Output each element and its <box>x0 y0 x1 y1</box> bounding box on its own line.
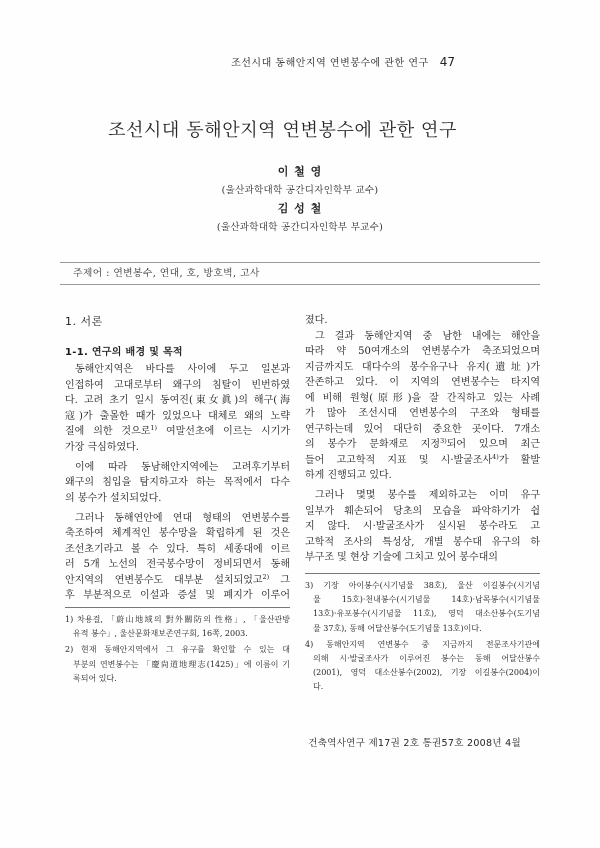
paragraph-line: 고학적 조사의 특성상, 개별 봉수대 유구의 하 <box>305 536 540 548</box>
paragraph-line: 가 많아 조선시대 연변봉수의 구조와 형태를 <box>305 408 540 419</box>
paragraph-line: 왜구의 침입을 탐지하고자 하는 목적에서 다수 <box>65 477 290 488</box>
keywords: 주제어 : 연변봉수, 연대, 호, 방호벽, 고사 <box>60 262 540 285</box>
paragraph <box>305 329 540 484</box>
footnote-line: 부분의 연변봉수는 「慶尙道地理志(1425)」에 이름이 기 <box>73 659 290 669</box>
paragraph-line: 그러나 몇몇 봉수를 제외하고는 이미 유구 <box>315 490 540 501</box>
footnote-line: 1) 차용걸, 「蔚山地域의 對外關防의 性格」, 「울산관방 <box>65 615 290 624</box>
footnote-line: 물 37호), 동해 어달산봉수(도기념물 13호)이다. <box>313 623 482 633</box>
paragraph-line: 하게 진행되고 있다. <box>305 470 392 481</box>
right-column-body <box>305 313 540 566</box>
right-column-footnotes <box>305 573 540 695</box>
paragraph-line: 그러나 동해연안에 연대 형태의 연변봉수를 <box>75 512 290 524</box>
paragraph-line: 동해안지역은 바다를 사이에 두고 일본과 <box>75 364 290 375</box>
line-text: 되어 있으며 최근 <box>446 439 540 450</box>
section-heading: 1. 서론 <box>65 315 103 328</box>
line-text: 가 활발 <box>498 454 540 466</box>
paragraph-line: 잔존하고 있다. 이 지역의 연변봉수는 타지역 <box>305 377 540 388</box>
footnote <box>305 638 540 695</box>
author-block <box>150 163 450 237</box>
paragraph-line: 가장 극심하였다. <box>65 441 139 453</box>
paragraph-line: 寇)가 출몰한 때가 있었으나 대체로 왜의 노략 <box>65 410 290 422</box>
paragraph-line: 일부가 훼손되어 당초의 모습을 파악하기가 쉽 <box>305 505 540 517</box>
footnote <box>65 643 290 686</box>
subsection-heading: 1-1. 연구의 배경 및 목적 <box>65 347 183 358</box>
footnote-line: (2001), 영덕 대소산봉수(2002), 기장 이길봉수(2004)이 <box>313 668 540 678</box>
paragraph-line: 따라 약 50여개소의 연변봉수가 축조되었으며 <box>305 346 540 357</box>
paragraph-line: 지금까지도 대다수의 봉수유구나 유지(遺址)가 <box>305 361 540 373</box>
footnote-line: 록되어 있다. <box>73 673 117 683</box>
paragraph-line: 의 봉수가 설치되었다. <box>65 492 162 504</box>
author-name: 이 철 영 <box>277 165 323 178</box>
footnote <box>65 613 290 641</box>
journal-footer: 건축역사연구 제17권 2호 통권57호 2008년 4월 <box>308 738 521 749</box>
footnote-ref: 1) <box>150 424 158 432</box>
paragraph-line: 그 결과 동해안지역 중 남한 내에는 해안을 <box>315 330 540 342</box>
left-column-body <box>65 362 290 604</box>
running-header-title: 조선시대 동해안지역 연변봉수에 관한 연구 <box>231 58 429 69</box>
author-affiliation: (울산과학대학 공간디자인학부 교수) <box>221 184 379 196</box>
continued-paragraph <box>305 313 540 329</box>
paragraph-line <box>65 424 290 440</box>
paragraph <box>65 511 290 604</box>
footnote-line: 4) 동해안지역 연변봉수 중 지금까지 전문조사기관에 <box>305 639 540 649</box>
footnote-line: 유적 봉수」, 울산문화재보존연구회, 16쪽, 2003. <box>73 629 248 639</box>
paragraph-line <box>65 573 290 589</box>
footnote <box>305 579 540 636</box>
footnote-ref: 3) <box>440 437 447 445</box>
footnote-line: 13호)·유포봉수(시기념물 11호), 영덕 대소산봉수(도기념 <box>313 609 540 619</box>
line-text: 의 봉수가 문화재로 지정 <box>305 439 441 450</box>
paragraph-line: 졌다. <box>305 315 328 326</box>
line-text: 여말선초에 이르는 시기가 <box>157 426 290 437</box>
footnote-line: 의해 시·발굴조사가 이루어진 봉수는 동해 어달산봉수 <box>313 653 540 663</box>
paragraph-line: 러 5개 노선의 전국봉수망이 정비되면서 동해 <box>65 559 290 570</box>
paragraph-line: 후 부분적으로 이설과 증설 및 폐지가 이루어 <box>65 590 290 601</box>
page-number: 47 <box>439 55 455 69</box>
footnote-line: 2) 현재 동해안지역에서 그 유구를 확인할 수 있는 대 <box>65 645 290 655</box>
paragraph-line: 다. 고려 초기 일시 동여진(東女眞)의 해구(海 <box>65 395 290 406</box>
paragraph-line: 에 비해 원형(原形)을 잘 간직하고 있는 사례 <box>305 392 540 404</box>
footnote-ref: 2) <box>262 572 270 581</box>
paragraph-line: 지 않다. 시·발굴조사가 실시된 봉수라도 고 <box>305 521 540 532</box>
line-text: 질에 의한 것으로 <box>65 426 151 437</box>
paragraph-line <box>305 437 540 453</box>
paper-title: 조선시대 동해안지역 연변봉수에 관한 연구 <box>107 120 458 141</box>
paragraph-line: 인접하여 고대로부터 왜구의 침탈이 빈번하였 <box>65 379 290 391</box>
line-text: 그 <box>269 574 290 586</box>
paragraph-line <box>305 453 540 469</box>
paragraph-line: 축조하여 체계적인 봉수망을 확립하게 된 것은 <box>65 528 290 539</box>
footnote-line: 물 15호)·천내봉수(시기념물 14호)·남목봉수(시기념물 <box>313 595 540 605</box>
paragraph-line: 조선초기라고 볼 수 있다. 특히 세종대에 이르 <box>65 543 290 555</box>
paragraph <box>65 362 290 455</box>
line-text: 안지역의 연변봉수도 대부분 설치되었고 <box>65 574 263 586</box>
footnote-line: 3) 기장 아이봉수(시기념물 38호), 울산 이길봉수(시기념 <box>305 581 540 590</box>
running-header <box>231 55 455 71</box>
line-text: 들어 고고학적 지표 및 시·발굴조사 <box>305 454 493 466</box>
left-column-footnotes <box>65 607 290 686</box>
footnote-ref: 4) <box>492 452 499 461</box>
paragraph <box>305 488 540 566</box>
author-name: 김 성 철 <box>277 202 323 215</box>
footnote-line: 다. <box>313 682 324 692</box>
paragraph-line: 부구조 및 현상 기술에 그치고 있어 봉수대의 <box>305 552 498 563</box>
author-affiliation: (울산과학대학 공간디자인학부 부교수) <box>216 221 384 233</box>
paragraph-line: 이에 따라 동남해안지역에는 고려후기부터 <box>75 461 290 473</box>
paragraph <box>65 460 290 507</box>
paragraph-line: 연구하는데 있어 대단히 중요한 곳이다. 7개소 <box>305 423 540 435</box>
